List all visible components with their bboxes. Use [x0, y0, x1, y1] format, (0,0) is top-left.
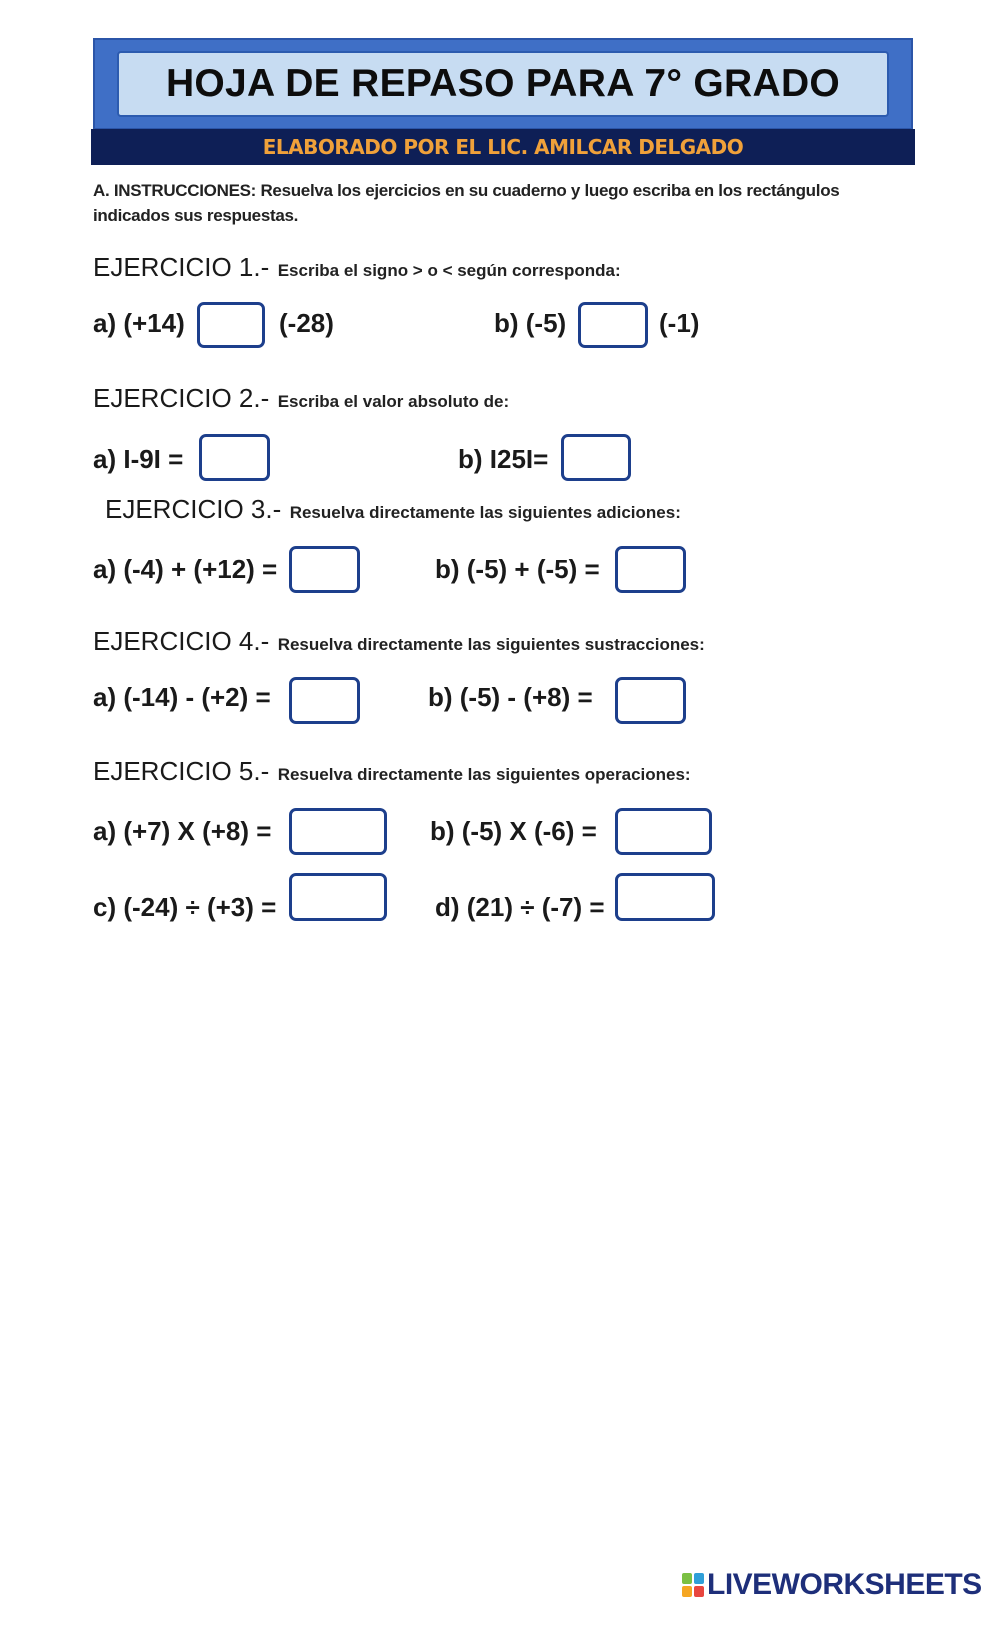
answer-box-2a[interactable]: [199, 434, 270, 481]
exercise-5-title: EJERCICIO 5.-: [93, 756, 270, 786]
exercise-4a: a) (-14) - (+2) =: [93, 682, 271, 712]
exercise-1a-left: a) (+14): [93, 308, 185, 338]
exercise-1-description: Escriba el signo > o < según corresponda:: [277, 261, 621, 280]
exercise-5d: d) (21) ÷ (-7) =: [435, 892, 605, 922]
exercise-2-description: Escriba el valor absoluto de:: [277, 392, 510, 411]
exercise-4-title: EJERCICIO 4.-: [93, 626, 270, 656]
exercise-4-heading: [93, 626, 705, 657]
exercise-3-description: Resuelva directamente las siguientes adiciones:: [289, 503, 681, 522]
exercise-5b: b) (-5) X (-6) =: [430, 816, 597, 846]
answer-box-5c[interactable]: [289, 873, 387, 921]
exercise-5-heading: [93, 756, 691, 787]
exercise-4-description: Resuelva directamente las siguientes sustracciones:: [277, 635, 705, 654]
exercise-4b: b) (-5) - (+8) =: [428, 682, 593, 712]
exercise-1b-right: (-1): [659, 308, 700, 338]
instructions-text: A. INSTRUCCIONES: Resuelva los ejercicios en su cuaderno y luego escriba en los rectángulos indicados sus respuestas.: [93, 181, 840, 225]
answer-box-1a[interactable]: [197, 302, 265, 348]
liveworksheets-brand: LIVEWORKSHEETS: [707, 1568, 982, 1601]
exercise-1-title: EJERCICIO 1.-: [93, 252, 270, 282]
exercise-3-heading: [105, 494, 681, 525]
answer-box-3a[interactable]: [289, 546, 360, 593]
exercise-5-description: Resuelva directamente las siguientes operaciones:: [277, 765, 691, 784]
answer-box-4a[interactable]: [289, 677, 360, 724]
exercise-5a: a) (+7) X (+8) =: [93, 816, 272, 846]
answer-box-5b[interactable]: [615, 808, 712, 855]
page-title: HOJA DE REPASO PARA 7° GRADO: [165, 62, 841, 105]
exercise-2-heading: [93, 383, 509, 414]
exercise-2a: a) I-9I =: [93, 444, 184, 474]
exercise-3a: a) (-4) + (+12) =: [93, 554, 278, 584]
exercise-1b-left: b) (-5): [494, 308, 567, 338]
author-band: [91, 129, 915, 165]
answer-box-2b[interactable]: [561, 434, 631, 481]
exercise-1-heading: [93, 252, 621, 283]
exercise-2b: b) I25I=: [458, 444, 549, 474]
liveworksheets-logo: [682, 1568, 982, 1602]
author-credit: ELABORADO POR EL LIC. AMILCAR DELGADO: [262, 135, 744, 159]
header-banner: [93, 38, 913, 130]
exercise-1a-right: (-28): [279, 308, 334, 338]
answer-box-4b[interactable]: [615, 677, 686, 724]
header-title-panel: [117, 51, 889, 117]
answer-box-1b[interactable]: [578, 302, 648, 348]
exercise-2-title: EJERCICIO 2.-: [93, 383, 270, 413]
answer-box-5d[interactable]: [615, 873, 715, 921]
answer-box-5a[interactable]: [289, 808, 387, 855]
exercise-3-title: EJERCICIO 3.-: [105, 494, 282, 524]
answer-box-3b[interactable]: [615, 546, 686, 593]
liveworksheets-icon: [682, 1573, 704, 1597]
exercise-5c: c) (-24) ÷ (+3) =: [93, 892, 277, 922]
exercise-3b: b) (-5) + (-5) =: [435, 554, 600, 584]
